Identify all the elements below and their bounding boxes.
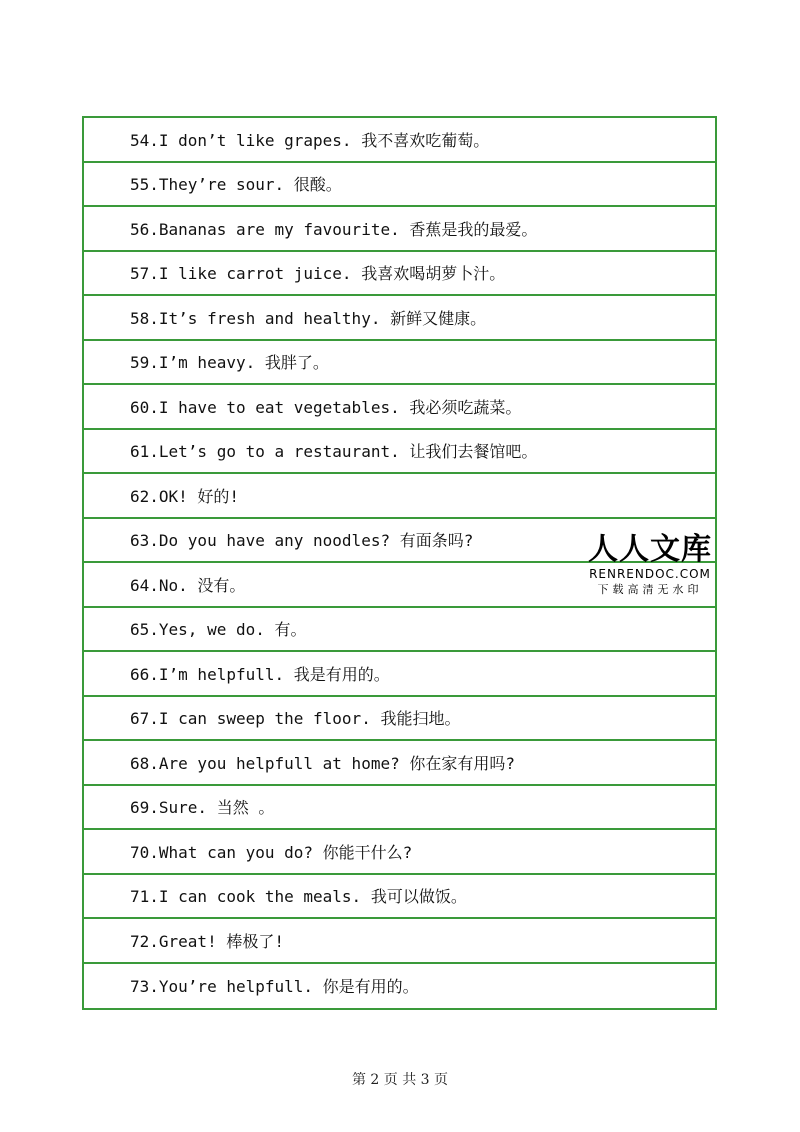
table-row: 55.They’re sour. 很酸。 xyxy=(84,163,715,208)
table-row: 68.Are you helpfull at home? 你在家有用吗? xyxy=(84,741,715,786)
table-row: 69.Sure. 当然 。 xyxy=(84,786,715,831)
table-row: 59.I’m heavy. 我胖了。 xyxy=(84,341,715,386)
table-row: 57.I like carrot juice. 我喜欢喝胡萝卜汁。 xyxy=(84,252,715,297)
table-row: 72.Great! 棒极了! xyxy=(84,919,715,964)
table-row: 73.You’re helpfull. 你是有用的。 xyxy=(130,977,419,997)
table-row: 71.I can cook the meals. 我可以做饭。 xyxy=(84,875,715,920)
table-row: 70.What can you do? 你能干什么? xyxy=(84,830,715,875)
page-footer: 第 2 页 共 3 页 xyxy=(351,1072,449,1088)
table-row: 61.Let’s go to a restaurant. 让我们去餐馆吧。 xyxy=(84,430,715,475)
table-row: 65.Yes, we do. 有。 xyxy=(84,608,715,653)
table-row: 56.Bananas are my favourite. 香蕉是我的最爱。 xyxy=(84,207,715,252)
table-row: 62.OK! 好的! xyxy=(84,474,715,519)
table-row: 64.No. 没有。 xyxy=(84,563,715,608)
table-row: 58.It’s fresh and healthy. 新鲜又健康。 xyxy=(84,296,715,341)
table-row: 60.I have to eat vegetables. 我必须吃蔬菜。 xyxy=(84,385,715,430)
table-row: 63.Do you have any noodles? 有面条吗? xyxy=(84,519,715,564)
table-row: 67.I can sweep the floor. 我能扫地。 xyxy=(84,697,715,742)
watermark-logo xyxy=(586,533,714,597)
watermark-title: 人人文库 xyxy=(588,532,712,567)
table-row: 54.I don’t like grapes. 我不喜欢吃葡萄。 xyxy=(84,118,715,163)
watermark-subtitle: 下载高清无水印 xyxy=(597,583,703,596)
table-row: 66.I’m helpfull. 我是有用的。 xyxy=(84,652,715,697)
watermark-domain: RENRENDOC.COM xyxy=(589,567,711,581)
